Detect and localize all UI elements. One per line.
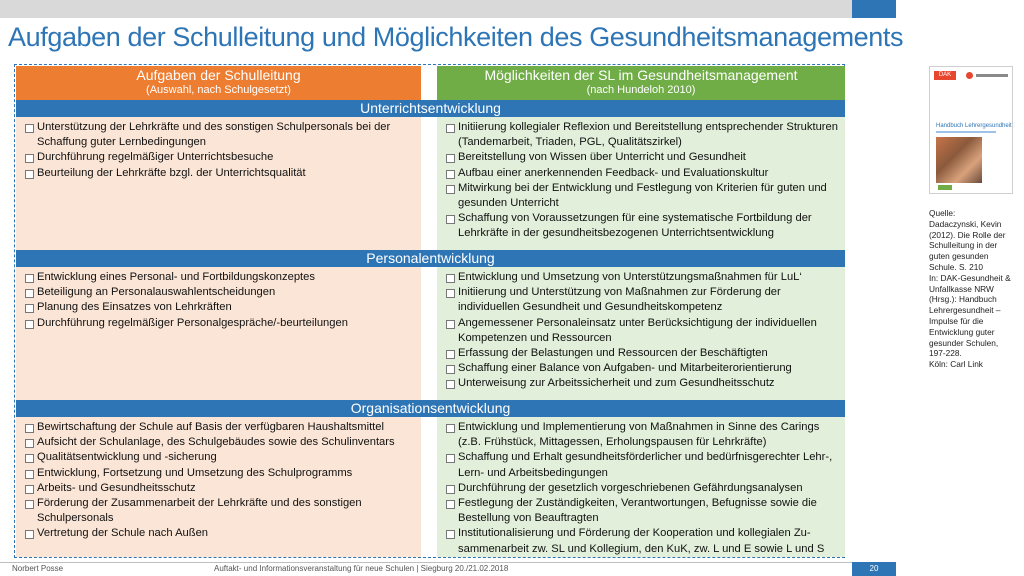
bullet-item: Unterweisung zur Arbeitssicherheit und zum Gesundheitsschutz — [445, 376, 839, 391]
top-bar-accent — [852, 0, 896, 18]
source-line: (2012). Die Rolle der — [929, 229, 1006, 240]
bullet-item: Bereitstellung von Wissen über Unterricht und Gesundheit — [445, 150, 839, 165]
bullet-item: Durchführung regelmäßiger Unterrichtsbesuche — [24, 150, 415, 165]
section-bar-unterrichtsentwicklung: Unterrichtsentwicklung — [16, 100, 845, 117]
unfallkasse-logo — [966, 71, 1010, 80]
bullet-item: Initiierung und Unterstützung von Maßnahmen zur Förderung der individuellen Gesundheit und Gesundheitskompetenz — [445, 285, 839, 315]
source-line: gesunder Schulen, — [929, 337, 999, 348]
section-2-left-list — [24, 270, 415, 331]
bullet-item: Entwicklung, Fortsetzung und Umsetzung des Schulprogramms — [24, 466, 415, 481]
section-bar-organisationsentwicklung: Organisationsentwicklung — [16, 400, 845, 417]
section-2-left-cell — [16, 267, 421, 400]
bullet-item: Entwicklung und Umsetzung von Unterstützungsmaßnahmen für LuL‘ — [445, 270, 839, 285]
section-2-right-list — [445, 270, 839, 392]
bullet-item: Schaffung einer Balance von Aufgaben- und Mitarbeiterorientierung — [445, 361, 839, 376]
source-line: Dadaczynski, Kevin — [929, 218, 1002, 229]
source-line: Unfallkasse NRW — [929, 283, 994, 294]
bullet-item: Aufsicht der Schulanlage, des Schulgebäudes sowie des Schulinventars — [24, 435, 415, 450]
section-3-right-list — [445, 420, 839, 557]
section-1-left-list — [24, 120, 415, 181]
footer-event: Auftakt- und Informationsveranstaltung für neue Schulen | Siegburg 20./21.02.2018 — [214, 564, 509, 573]
section-3-left-cell — [16, 417, 421, 557]
source-line: guten gesunden — [929, 251, 989, 262]
bullet-item: Durchführung der gesetzlich vorgeschriebenen Gefährdungsanalysen — [445, 481, 839, 496]
bullet-item: Durchführung regelmäßiger Personalgespräche/-beurteilungen — [24, 316, 415, 331]
bullet-item: Qualitätsentwicklung und -sicherung — [24, 450, 415, 465]
left-column-title: Aufgaben der Schulleitung — [136, 67, 301, 83]
section-3-right-cell — [437, 417, 845, 557]
source-line: Schulleitung in der — [929, 240, 998, 251]
source-line: In: DAK-Gesundheit & — [929, 272, 1011, 283]
section-1-right-cell — [437, 117, 845, 250]
source-line: 197-228. — [929, 348, 962, 359]
bullet-item: Entwicklung eines Personal- und Fortbildungskonzeptes — [24, 270, 415, 285]
bullet-item: Unterstützung der Lehrkräfte und des sonstigen Schulpersonals bei der Schaffung guter Lernbedingungen — [24, 120, 415, 150]
source-lines — [929, 208, 1021, 370]
dak-logo: DAK — [934, 71, 956, 80]
right-column-title: Möglichkeiten der SL im Gesundheitsmanagement — [484, 67, 798, 83]
bullet-item: Erfassung der Belastungen und Ressourcen der Beschäftigten — [445, 346, 839, 361]
right-column-subtitle: (nach Hundeloh 2010) — [586, 84, 696, 96]
bullet-item: Aufbau einer anerkennenden Feedback- und Evaluationskultur — [445, 166, 839, 181]
bullet-item: Planung des Einsatzes von Lehrkräften — [24, 300, 415, 315]
source-line: Schule. S. 210 — [929, 261, 983, 272]
bullet-item: Initiierung kollegialer Reflexion und Bereitstellung entsprechender Strukturen (Tandemarbeit, Triaden, PGL, Qualitätszirkel) — [445, 120, 839, 150]
section-3-left-list — [24, 420, 415, 542]
right-column-header — [437, 66, 845, 100]
bullet-item: Institutionalisierung und Förderung der Kooperation und kollegialen Zu-sammenarbeit zw. SL und Kollegium, den KuK, zw. L und E sowie L und S — [445, 526, 839, 556]
bullet-item: Förderung der Zusammenarbeit der Lehrkräfte und des sonstigen Schulpersonals — [24, 496, 415, 526]
footer-author: Norbert Posse — [12, 564, 64, 573]
section-2-right-cell — [437, 267, 845, 400]
source-line: Quelle: — [929, 208, 956, 218]
source-line: Lehrergesundheit – — [929, 305, 1001, 316]
cover-photo — [936, 137, 982, 183]
left-column-header — [16, 66, 421, 100]
bullet-item: Mitwirkung bei der Entwicklung und Festlegung von Kriterien für guten und gesunden Unterricht — [445, 181, 839, 211]
bullet-item: Entwicklung und Implementierung von Maßnahmen in Sinne des Carings (z.B. Frühstück, Mittagessen, Erholungspausen für Lehrkräfte) — [445, 420, 839, 450]
bullet-item: Beteiligung an Personalauswahlentscheidungen — [24, 285, 415, 300]
bullet-item: Angemessener Personaleinsatz unter Berücksichtigung der individuellen Kompetenzen und Ressourcen — [445, 316, 839, 346]
source-line: (Hrsg.): Handbuch — [929, 294, 997, 305]
book-cover-image — [929, 66, 1013, 194]
page-number: 20 — [852, 562, 896, 576]
bullet-item: Schaffung und Erhalt gesundheitsförderlicher und bedürfnisgerechter Lehr-, Lern- und Arbeitsbedingungen — [445, 450, 839, 480]
cover-divider — [936, 131, 996, 133]
section-1-left-cell — [16, 117, 421, 250]
bullet-item: Vertretung der Schule nach Außen — [24, 526, 415, 541]
footer-divider — [0, 562, 896, 563]
bullet-item: Festlegung der Zuständigkeiten, Verantwortungen, Befugnisse sowie die Bestellung von Beauftragten — [445, 496, 839, 526]
source-citation — [929, 208, 1021, 370]
section-1-right-list — [445, 120, 839, 242]
top-bar — [0, 0, 852, 18]
bullet-item: Arbeits- und Gesundheitsschutz — [24, 481, 415, 496]
footer — [0, 562, 1024, 576]
bullet-item: Bewirtschaftung der Schule auf Basis der verfügbaren Haushaltsmittel — [24, 420, 415, 435]
source-line: Entwicklung guter — [929, 326, 995, 337]
bullet-item: Schaffung von Voraussetzungen für eine systematische Fortbildung der Lehrkräfte in der gesundheitsbezogenen Unterrichtsentwicklung — [445, 211, 839, 241]
source-line: Köln: Carl Link — [929, 359, 983, 370]
source-line: Impulse für die — [929, 315, 984, 326]
cover-publisher-badge — [938, 185, 952, 190]
bullet-item: Beurteilung der Lehrkräfte bzgl. der Unterrichtsqualität — [24, 166, 415, 181]
cover-title: Handbuch Lehrergesundheit — [936, 123, 1012, 129]
section-bar-personalentwicklung: Personalentwicklung — [16, 250, 845, 267]
left-column-subtitle: (Auswahl, nach Schulgesetzt) — [146, 84, 291, 96]
slide-title: Aufgaben der Schulleitung und Möglichkeiten des Gesundheitsmanagements — [8, 22, 904, 52]
